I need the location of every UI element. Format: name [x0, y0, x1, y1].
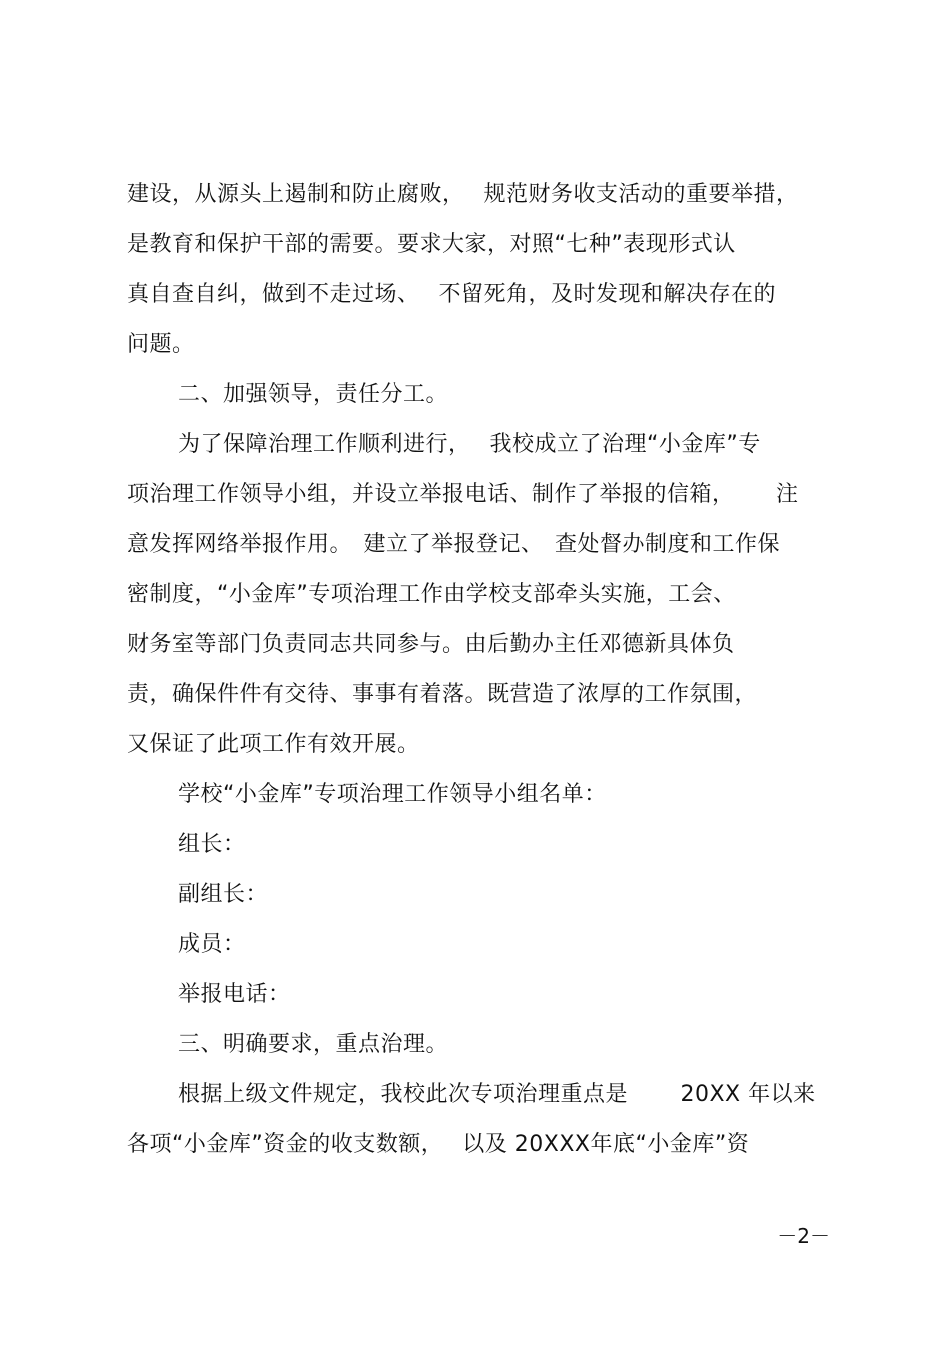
text-line: 根据上级文件规定，我校此次专项治理重点是 20XX 年以来 — [178, 1082, 816, 1107]
text-line: 又保证了此项工作有效开展。 — [127, 732, 420, 757]
text-line: 真自查自纠，做到不走过场、 不留死角，及时发现和解决存在的 — [127, 282, 776, 307]
page-number: －2－ — [777, 1224, 830, 1248]
text-line: 各项“小金库”资金的收支数额， 以及 20XXX年底“小金库”资 — [127, 1132, 750, 1157]
text-line: 是教育和保护干部的需要。要求大家，对照“七种”表现形式认 — [127, 232, 736, 257]
list-item: 成员： — [178, 932, 246, 957]
section-heading: 三、明确要求，重点治理。 — [178, 1032, 449, 1057]
list-item: 组长： — [178, 832, 246, 857]
section-heading: 二、加强领导，责任分工。 — [178, 382, 449, 407]
text-line: 密制度，“小金库”专项治理工作由学校支部牵头实施，工会、 — [127, 582, 736, 607]
text-line: 责，确保件件有交待、事事有着落。既营造了浓厚的工作氛围， — [127, 682, 758, 707]
text-line: 项治理工作领导小组，并设立举报电话、制作了举报的信箱， 注 — [127, 482, 799, 507]
list-item: 副组长： — [178, 882, 269, 907]
text-line: 建设，从源头上遏制和防止腐败， 规范财务收支活动的重要举措， — [127, 182, 799, 207]
list-title: 学校“小金库”专项治理工作领导小组名单： — [178, 782, 607, 807]
text-line: 问题。 — [127, 332, 195, 357]
list-item: 举报电话： — [178, 982, 291, 1007]
text-line: 财务室等部门负责同志共同参与。由后勤办主任邓德新具体负 — [127, 632, 735, 657]
text-line: 意发挥网络举报作用。 建立了举报登记、 查处督办制度和工作保 — [127, 532, 781, 557]
text-line: 为了保障治理工作顺利进行， 我校成立了治理“小金库”专 — [178, 432, 761, 457]
